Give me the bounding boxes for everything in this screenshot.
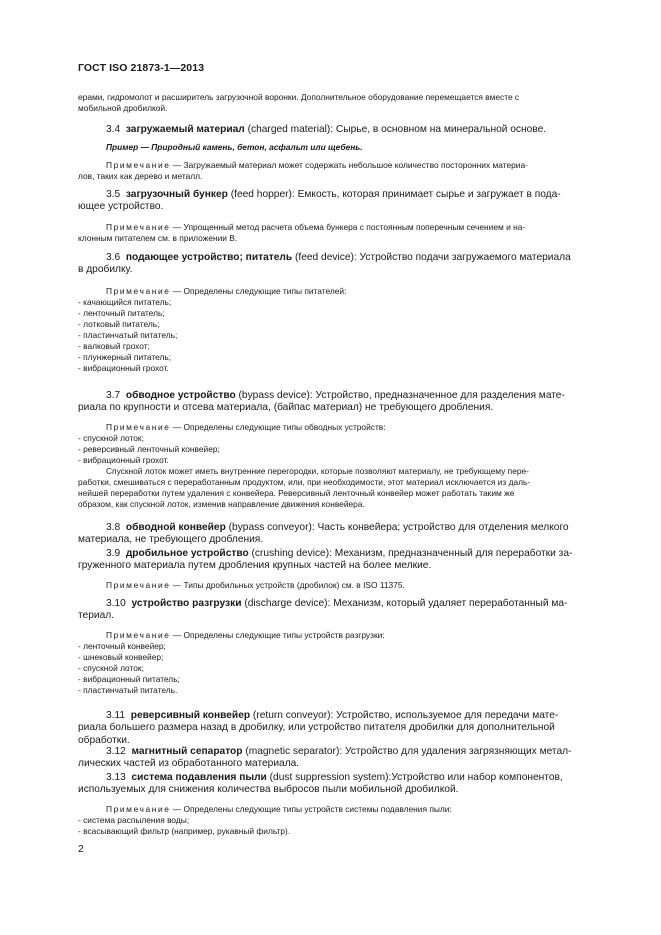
list-item: - лотковый питатель; [78,319,160,329]
note-3-4: Примечание — Загружаемый материал может содержать небольшое количество посторонних материа- лов, таких как дерево и металл. [78,160,528,181]
intro-paragraph: ерами, гидромолот и расширитель загрузочной воронки. Дополнительное оборудование перемещается вместе с мобильной дробилкой. [78,92,520,113]
term-3-9: 3.9 дробильное устройство (crushing device): Механизм, предназначенный для переработки за- груженного материала путем дробления крупных частей на более мелкие. [78,548,573,572]
note-3-5: Примечание — Упрощенный метод расчета объема бункера с постоянным поперечным сечением и на- клонным питателем см. в приложении В. [78,222,526,243]
list-item: - спускной лоток; [78,663,144,673]
list-item: - спускной лоток; [78,433,144,443]
note-3-10: Примечание — Определены следующие типы устройств разгрузки: - ленточный конвейер; - шнековый конвейер; - спускной лоток; - вибрационный питатель; - пластинчатый питатель. [78,630,585,696]
list-item: - валковый грохот; [78,341,150,351]
list-item: - качающийся питатель; [78,297,172,307]
list-item: - вибрационный питатель; [78,674,180,684]
note-3-13: Примечание — Определены следующие типы устройств системы подавления пыли: - система распыления воды; - всасывающий фильтр (например, рукавный фильтр). [78,804,585,837]
term-3-11: 3.11 реверсивный конвейер (return conveyor): Устройство, используемое для передачи мате- риала большего размера назад в дробилку, или устройство питателя дробилки для дополнительной обработки. [78,710,559,746]
term-3-7: 3.7 обводное устройство (bypass device): Устройство, предназначенное для разделения мате- риала по крупности и отсева материала, (байпас материал) не требующего дробления. [78,390,565,414]
example-3-4: Пример — Природный камень, бетон, асфальт или щебень. [106,142,363,152]
term-3-4: 3.4 загружаемый материал (charged material): Сырье, в основном на минеральной основе. [106,124,547,135]
term-3-6: 3.6 подающее устройство; питатель (feed device): Устройство подачи загружаемого материала в дробилку. [78,252,571,276]
list-item: - реверсивный ленточный конвейер; [78,444,220,454]
term-3-10: 3.10 устройство разгрузки (discharge device): Механизм, который удаляет переработанный ма- териал. [78,598,568,622]
list-item: - всасывающий фильтр (например, рукавный фильтр). [78,826,291,836]
list-item: - система распыления воды; [78,815,190,825]
page-number: 2 [78,843,84,855]
list-item: - вибрационный грохот. [78,363,169,373]
list-item: - пластинчатый питатель; [78,330,178,340]
term-3-13: 3.13 система подавления пыли (dust suppression system):Устройство или набор компонентов, используемых для снижения количества выбросов пыли мобильной дробилкой. [78,772,563,796]
list-item: - вибрационный грохот. [78,455,169,465]
list-item: - ленточный питатель; [78,308,165,318]
list-item: - пластинчатый питатель. [78,685,178,695]
term-3-12: 3.12 магнитный сепаратор (magnetic separator): Устройство для удаления загрязняющих метал- лических частей из обработанного материала. [78,746,572,770]
page-header: ГОСТ ISO 21873-1—2013 [78,62,205,74]
note-3-6: Примечание — Определены следующие типы питателей: - качающийся питатель; - ленточный питатель; - лотковый питатель; - пластинчатый питатель; - валковый грохот; - плунжерный питатель; - вибрационный грохот. [78,286,585,374]
list-item: - плунжерный питатель; [78,352,172,362]
list-item: - ленточный конвейер; [78,641,166,651]
note-3-9: Примечание — Типы дробильных устройств (дробилок) см. в ISO 11375. [106,580,405,590]
list-item: - шнековый конвейер; [78,652,164,662]
term-3-8: 3.8 обводной конвейер (bypass conveyor): Часть конвейера; устройство для отделения мелкого материала, не требующего дробления. [78,522,569,546]
note-3-7: Примечание — Определены следующие типы обводных устройств: - спускной лоток; - реверсивный ленточный конвейер; - вибрационный грохот. Спускной лоток может иметь внутренние перегородки, которые позволяют материалу, не требующему пере- работки, смешиваться с переработанным продуктом, или, при необходимости, этот материал исключается из даль- нейшей переработки путем удаления с конвейера. Реверсивный ленточный конвейер может работать таким же образом, как спускной лоток, изменив направление движения конвейера. [78,422,585,510]
term-3-5: 3.5 загрузочный бункер (feed hopper): Емкость, которая принимает сырье и загружает в пода- ющее устройство. [78,189,561,213]
